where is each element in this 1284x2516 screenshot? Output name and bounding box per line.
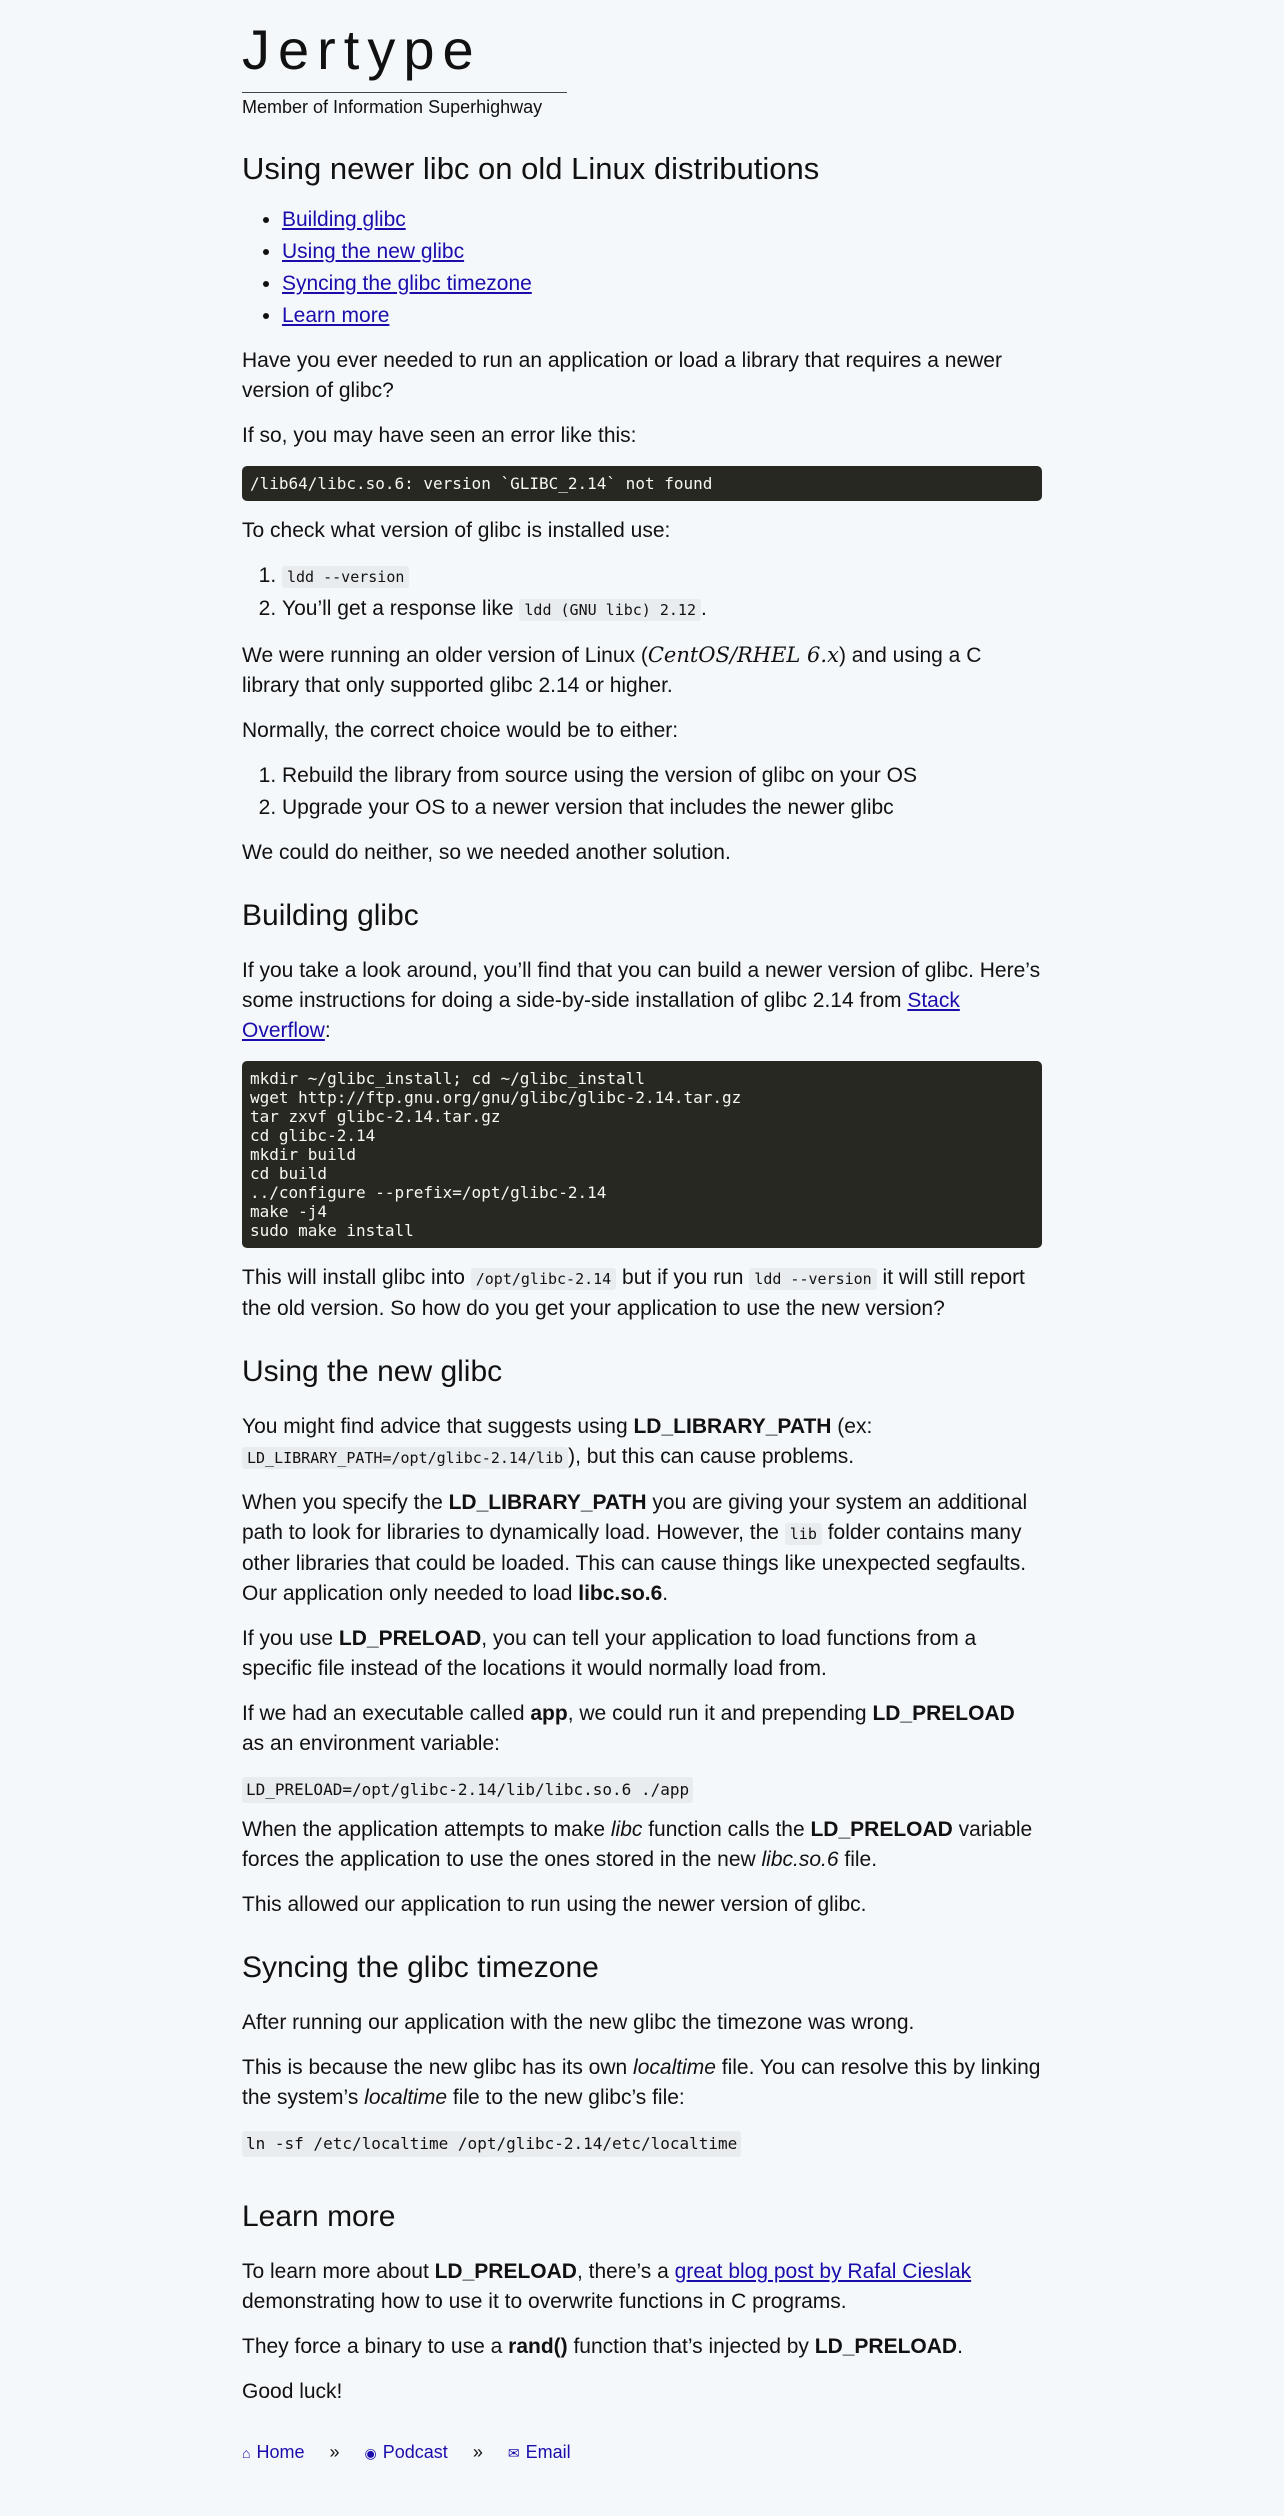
toc-item	[282, 205, 1042, 235]
error-code-block: /lib64/libc.so.6: version `GLIBC_2.14` not found	[242, 466, 1042, 501]
post-title: Using newer libc on old Linux distributions	[242, 151, 820, 186]
list-item: 2. Upgrade your OS to a newer version that includes the newer glibc	[282, 793, 1042, 823]
footer-home-link[interactable]: ⌂ Home	[242, 2442, 305, 2462]
footer-nav	[242, 2437, 1042, 2468]
section-heading-building: Building glibc	[242, 899, 419, 932]
intro-paragraph: We could do neither, so we needed another solution.	[242, 841, 731, 864]
separator: »	[329, 2442, 340, 2462]
paragraph: If you use LD_PRELOAD, you can tell your application to load functions from a specific file instead of the locations it would normally load from.	[242, 1627, 977, 1680]
toc-link-using[interactable]: Using the new glibc	[282, 240, 465, 263]
intro-paragraph: We were running an older version of Linux (CentOS/RHEL 6.x) and using a C library that only supported glibc 2.14 or higher.	[242, 643, 982, 697]
paragraph: After running our application with the new glibc the timezone was wrong.	[242, 2011, 915, 2034]
site-header	[242, 18, 1042, 119]
intro-paragraph: Have you ever needed to run an application or load a library that requires a newer version of glibc?	[242, 349, 1002, 402]
list-item: 2. You’ll get a response like ldd (GNU libc) 2.12 .	[282, 594, 1042, 625]
site-title[interactable]: Jertype	[242, 18, 482, 81]
toc-item	[282, 301, 1042, 331]
inline-code: lib	[785, 1523, 822, 1545]
paragraph: This is because the new glibc has its own localtime file. You can resolve this by linking the system’s localtime file to the new glibc’s file:	[242, 2056, 1041, 2109]
blog-post-link[interactable]: great blog post by Rafal Cieslak	[674, 2260, 972, 2283]
intro-paragraph: To check what version of glibc is installed use:	[242, 519, 671, 542]
paragraph: You might find advice that suggests using LD_LIBRARY_PATH (ex: LD_LIBRARY_PATH=/opt/glibc-2.14/lib ), but this can cause problems.	[242, 1415, 873, 1468]
preload-command: LD_PRELOAD=/opt/glibc-2.14/lib/libc.so.6 ./app	[242, 1777, 693, 1803]
paragraph: This allowed our application to run using the newer version of glibc.	[242, 1893, 867, 1916]
stack-overflow-link[interactable]: Stack Overflow	[242, 989, 960, 1042]
podcast-icon: ◉	[364, 2445, 377, 2461]
inline-code: ldd (GNU libc) 2.12	[519, 599, 701, 621]
intro-paragraph: Normally, the correct choice would be to either:	[242, 719, 679, 742]
page	[242, 0, 1042, 2468]
footer-podcast-link[interactable]: ◉ Podcast	[364, 2442, 448, 2462]
symlink-command: ln -sf /etc/localtime /opt/glibc-2.14/etc/localtime	[242, 2131, 741, 2157]
paragraph: When the application attempts to make libc function calls the LD_PRELOAD variable forces the application to use the ones stored in the new libc.so.6 file.	[242, 1818, 1033, 1871]
inline-code: LD_LIBRARY_PATH=/opt/glibc-2.14/lib	[242, 1447, 568, 1469]
separator: »	[472, 2442, 483, 2462]
intro-paragraph: If so, you may have seen an error like this:	[242, 424, 637, 447]
paragraph: If we had an executable called app, we could run it and prepending LD_PRELOAD as an environment variable:	[242, 1702, 1015, 1755]
build-code-block: mkdir ~/glibc_install; cd ~/glibc_install wget http://ftp.gnu.org/gnu/glibc/glibc-2.14.tar.gz tar zxvf glibc-2.14.tar.gz cd glibc-2.14 mkdir build cd build ../configure --prefix=/opt/glibc-2.14 make -j4 sudo make install	[242, 1061, 1042, 1248]
email-icon: ✉	[507, 2445, 520, 2461]
toc-item	[282, 269, 1042, 299]
table-of-contents	[242, 205, 1042, 331]
section-heading-syncing: Syncing the glibc timezone	[242, 1951, 599, 1984]
post	[242, 149, 1042, 2407]
site-tagline: Member of Information Superhighway	[242, 97, 543, 117]
list-item: 1. Rebuild the library from source using the version of glibc on your OS	[282, 761, 1042, 791]
toc-link-syncing[interactable]: Syncing the glibc timezone	[282, 272, 532, 295]
check-steps-list	[242, 561, 1042, 625]
paragraph: Good luck!	[242, 2380, 343, 2403]
title-divider	[242, 92, 567, 93]
choices-list	[242, 761, 1042, 823]
toc-link-learn[interactable]: Learn more	[282, 304, 390, 327]
footer-email-link[interactable]: ✉ Email	[507, 2442, 571, 2462]
paragraph: When you specify the LD_LIBRARY_PATH you are giving your system an additional path to look for libraries to dynamically load. However, the lib folder contains many other libraries that could be loaded. This can cause things like unexpected segfaults. Our application only needed to load libc.so.6.	[242, 1491, 1028, 1605]
paragraph: To learn more about LD_PRELOAD, there’s a great blog post by Rafal Cieslak demonstrating how to use it to overwrite functions in C programs.	[242, 2260, 972, 2313]
toc-item	[282, 237, 1042, 267]
section-heading-learn: Learn more	[242, 2200, 396, 2233]
section-heading-using: Using the new glibc	[242, 1355, 503, 1388]
paragraph: If you take a look around, you’ll find that you can build a newer version of glibc. Here’s some instructions for doing a side-by-side installation of glibc 2.14 from Stack Overflow:	[242, 959, 1041, 1042]
inline-code: /opt/glibc-2.14	[471, 1268, 616, 1290]
home-icon: ⌂	[242, 2445, 251, 2461]
inline-code: ldd --version	[749, 1268, 876, 1290]
toc-link-building[interactable]: Building glibc	[282, 208, 406, 231]
list-item	[282, 561, 1042, 592]
inline-code: ldd --version	[282, 566, 409, 588]
paragraph: This will install glibc into /opt/glibc-2.14 but if you run ldd --version it will still report the old version. So how do you get your application to use the new version?	[242, 1266, 1025, 1320]
paragraph: They force a binary to use a rand() function that’s injected by LD_PRELOAD.	[242, 2335, 963, 2358]
